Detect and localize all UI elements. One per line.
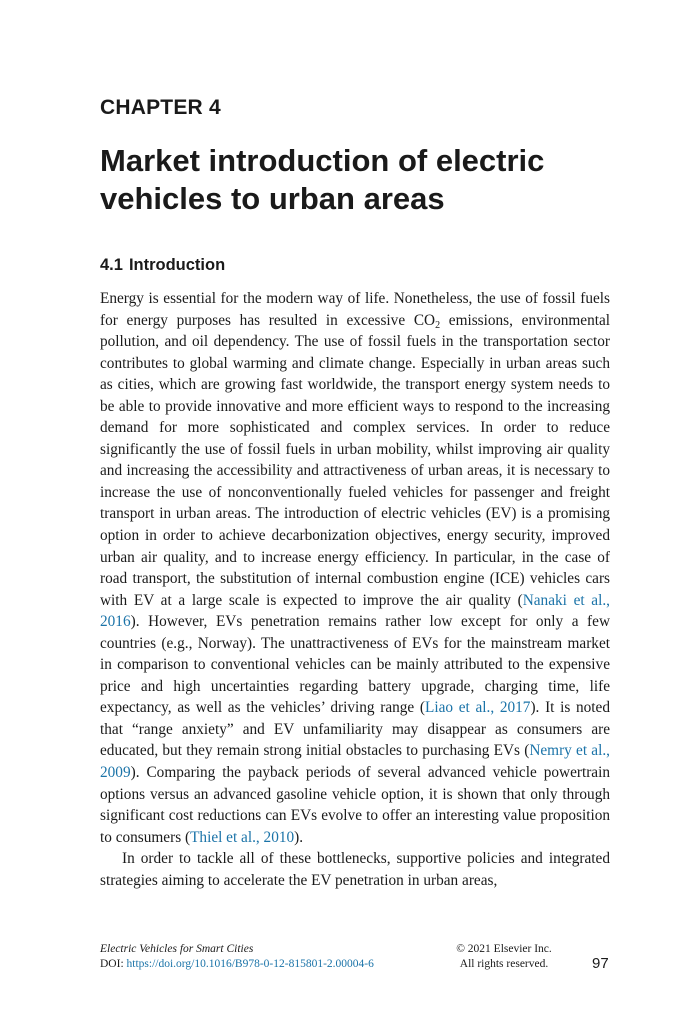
section-title: Introduction	[128, 256, 226, 274]
citation-liao-2017[interactable]: Liao et al., 2017	[425, 699, 531, 717]
doi-link[interactable]: https://doi.org/10.1016/B978-0-12-815801-2.00004-6	[126, 958, 374, 970]
paragraph-2: In order to tackle all of these bottlenecks, supportive policies and integrated strategies aiming to accelerate the EV penetration in urban areas,	[100, 850, 610, 889]
paragraph-text: Energy is essential for the modern way of life. Nonetheless, the use of fossil fuels for energy purposes has resulted in excessive CO	[100, 290, 610, 329]
co2-subscript: 2	[435, 319, 441, 331]
rights-text: All rights reserved.	[459, 958, 549, 970]
footer-copyright	[440, 942, 568, 972]
paragraph-text: ).	[294, 828, 304, 846]
section-heading	[100, 256, 225, 275]
paragraph-text: ). However, EVs penetration remains rather low except for only a few countries (e.g., Norway). The unattractiveness of EVs for the mainstream market in comparison to conventional vehicles can be mainly attributed to the expensive price and high uncertainties regarding battery upgrade, charging time, life expectancy, as well as the vehicles’ driving range (	[100, 613, 610, 717]
citation-nemry-2009[interactable]: Nemry et al., 2009	[100, 742, 610, 782]
doi-label: DOI:	[100, 958, 127, 970]
chapter-label: CHAPTER 4	[100, 96, 221, 119]
body-text	[100, 288, 610, 891]
citation-nanaki-2016[interactable]: Nanaki et al., 2016	[100, 591, 610, 631]
doi-line	[100, 957, 374, 972]
page-number: 97	[592, 955, 609, 972]
book-title: Electric Vehicles for Smart Cities	[100, 943, 254, 955]
citation-thiel-2010[interactable]: Thiel et al., 2010	[190, 828, 295, 846]
paragraph-text: emissions, environmental pollution, and oil dependency. The use of fossil fuels in the transportation sector contributes to global warming and climate change. Especially in urban areas such as cities, which are growing fast worldwide, the transport energy system needs to be able to provide innovative and more efficient ways to respond to the increasing demand for more sophisticated and complex services. In order to reduce significantly the use of fossil fuels in urban mobility, whilst improving air quality and increasing the accessibility and attractiveness of urban areas, it is necessary to increase the use of nonconventionally fueled vehicles for passenger and freight transport in urban areas. The introduction of electric vehicles (EV) is a promising option in order to achieve decarbonization objectives, energy security, improved urban air quality, and to increase energy efficiency. In particular, in the case of road transport, the substitution of internal combustion engine (ICE) vehicles cars with EV at a large scale is expected to improve the air quality (	[100, 311, 611, 609]
section-number: 4.1	[100, 256, 123, 274]
copyright-text: © 2021 Elsevier Inc.	[456, 943, 552, 955]
paragraph-1	[100, 288, 610, 848]
chapter-title: Market introduction of electric vehicles to urban areas	[100, 143, 545, 216]
paragraph-text: ). Comparing the payback periods of several advanced vehicle powertrain options versus an advanced gasoline vehicle option, it is shown that only through significant cost reductions can EVs evolve to offer an interesting value proposition to consumers (	[100, 764, 610, 846]
footer-citation	[100, 942, 374, 972]
paragraph-text: ). It is noted that “range anxiety” and EV unfamiliarity may disappear as consumers are educated, but they remain strong initial obstacles to purchasing EVs (	[100, 699, 610, 760]
